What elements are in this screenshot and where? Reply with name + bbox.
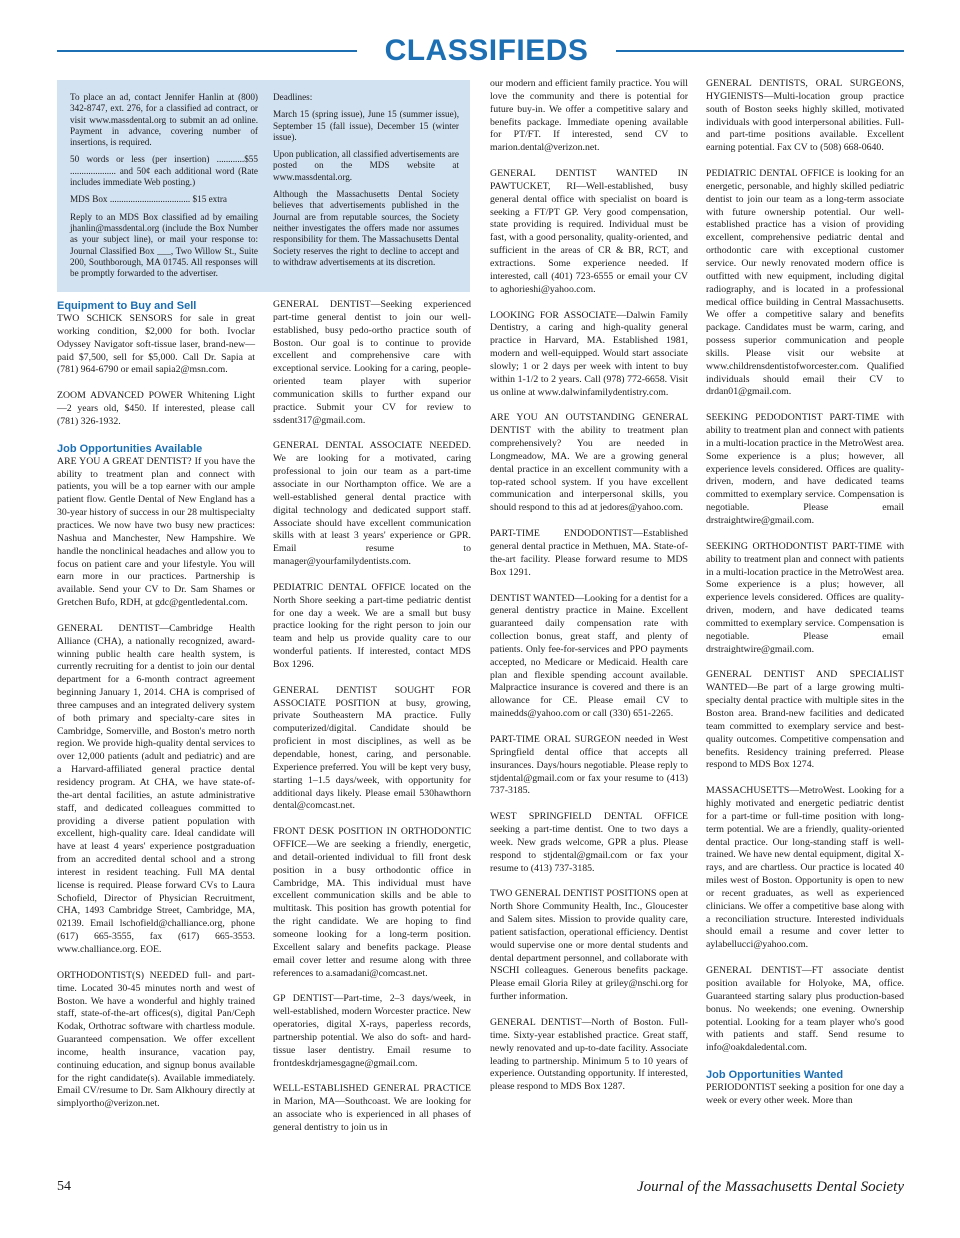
classified-ad: WELL-ESTABLISHED GENERAL PRACTICE in Marion, MA—Southcoast. We are looking for an associate who is experienced in all phases of general dentistry to join us in	[273, 1083, 471, 1133]
classified-ad: ARE YOU AN OUTSTANDING GENERAL DENTIST with the ability to treatment plan comprehensively? You are needed in Longmeadow, MA. We are a growing general dental practice in an excellent community with a top-rated school system. If you have excellent communication and interpersonal skills, you should respond to this ad at jedores@yahoo.com.	[490, 412, 688, 514]
journal-title: Journal of the Massachusetts Dental Society	[636, 1179, 904, 1195]
column-2	[273, 299, 471, 1148]
classified-ad: DENTIST WANTED—Looking for a dentist for a general dentistry practice in Maine. Excellent guaranteed daily compensation rate with collection bonus, great staff, and plenty of patients. Only fee-for-services and PPO payments accepted, no Medicare or Medicaid. Health care plan and flexible spending account available. Malpractice insurance is covered and there is an allowance for CE. Please email CV to mainedds@yahoo.com or call (330) 651-2265.	[490, 592, 688, 720]
classified-ad: GENERAL DENTIST—FT associate dentist position available for Holyoke, MA, office. Guaranteed starting salary plus production-based bonus. No weekends; one evening. Ownership potential. Looking for a team player who's good with patients and staff. Send resume to info@oakdaledental.com.	[706, 965, 904, 1054]
section-heading: Job Opportunities Wanted	[706, 1069, 844, 1082]
classified-ad: GENERAL DENTIST WANTED IN PAWTUCKET, RI—Well-established, busy general dental office with specialist on board is seeking a FT/PT GP. Very good compensation, state providing is required. Individual must be fast, with a good personality, quality-oriented, and sufficient in the areas of CR & BR, RCT, and extractions. Some experience needed. If interested, call (401) 723-6555 or email your CV to aghorieshi@yahoo.com.	[490, 168, 688, 295]
info-paragraph: March 15 (spring issue), June 15 (summer issue), September 15 (fall issue), December 15 (winter issue).	[273, 109, 459, 142]
classified-ad: SEEKING PEDODONTIST PART-TIME with ability to treatment plan and connect with patients in a multi-location practice in the MetroWest area. Some experience is a plus; however, all experience levels considered. Offices are quality-driven, modern, and have dedicated teams committed to exemplary service. Compensation is negotiable. Please email drstraightwire@gmail.com.	[706, 412, 904, 526]
classified-ad: GENERAL DENTIST—Seeking experienced part-time general dentist to join our well-established, busy pedo-ortho practice south of Boston. Our goal is to continue to provide excellent and comprehensive care with exceptional service. Looking for a caring, people-oriented team player with superior communication skills to further expand our practice. Submit your CV for review to ssdent317@gmail.com.	[273, 299, 471, 426]
header-rule-right	[616, 50, 904, 52]
page-number: 54	[57, 1179, 71, 1194]
info-paragraph: Reply to an MDS Box classified ad by emailing jhanlin@massdental.org (include the Box Number as your subject line), or mail your response to: Journal Classified Box ___, Two Willow St., Suite 200, Southborough, MA 01745. All responses will be promptly forwarded to the advertiser.	[70, 211, 258, 279]
section-heading: Equipment to Buy and Sell	[57, 300, 197, 312]
classified-ad: GENERAL DENTISTS, ORAL SURGEONS, HYGIENISTS—Multi-location group practice south of Boston seeks highly skilled, motivated individuals with good interpersonal abilities. Full- and part-time positions available. Excellent earning potential. Fax CV to (508) 668-0640.	[706, 78, 904, 154]
classified-ad: PART-TIME ORAL SURGEON needed in West Springfield dental office that accepts all insurances. Days/hours negotiable. Please reply to stjdental@gmail.com or fax your resume to (413) 737-3185.	[490, 733, 688, 797]
header-rule-left	[57, 50, 357, 52]
classified-ad: PEDIATRIC DENTAL OFFICE is looking for an energetic, personable, and highly skilled pediatric dentist to join our team as a long-term associate with future ownership potential. Our well-established practice has a vision of providing excellent, comprehensive pediatric dental and orthodontic care with exceptional customer service. Our newly renovated modern office is outfitted with new equipment, including digital radiography, and is located in a professional medical office building in Central Massachusetts. We offer a competitive salary and benefits package. Candidates must be warm, caring, and possess superior communication and people skills. Please visit our website at www.childrensdentistofworcester.com. Qualified individuals should email their CV to drdan01@gmail.com.	[706, 168, 904, 398]
info-paragraph: To place an ad, contact Jennifer Hanlin at (800) 342-8747, ext. 276, for a classified ad contract, or visit www.massdental.org to submit an ad online. Payment in advance, covering number of insertions, is required.	[70, 92, 258, 148]
classified-ad: our modern and efficient family practice. You will love the community and there is potential for future buy-in. We offer a competitive salary and benefits package. Immediate opening available for PT/FT. If interested, send CV to marion.dental@verizon.net.	[490, 78, 688, 154]
classified-ad: GENERAL DENTAL ASSOCIATE NEEDED. We are looking for a motivated, caring professional to join our team as a part-time associate in our Northampton office. We are a well-established general dental practice with digital technology and dedicated support staff. Associate should have excellent communication skills with at least 3 years' experience or GPR. Email resume to manager@yourfamilydentists.com.	[273, 440, 471, 568]
classified-ad: ARE YOU A GREAT DENTIST? If you have the ability to treatment plan and connect with patients, you will be a top earner with our ample patient flow. Gentle Dental of New England has a 30-year history of success in our 28 multispecialty practices. We now have two busy new practices: Nashua and Manchester, New Hampshire. We handle the nonclinical headaches and allow you to focus on patient care and your lifestyle. You will earn more in our practices. Partnership is available. Send your CV to Dr. Sam Shames or Gretchen Bufo, RDH, at gdc@gentledental.com.	[57, 455, 255, 609]
classified-ad: ORTHODONTIST(S) NEEDED full- and part-time. Located 30-45 minutes north and west of Boston. We have a wonderful and highly trained staff, state-of-the-art offices(s), digital Pan/Ceph Kodak, Orthotrac software with chartless module. Guaranteed compensation. We offer excellent income, health insurance, vacation pay, continuing education, and signup bonus available for the right candidate(s). Available immediately. Email CV/resume to Dr. Sam Alkhoury directly at simplyortho@verizon.net.	[57, 969, 255, 1110]
classified-ad: FRONT DESK POSITION IN ORTHODONTIC OFFICE—We are seeking a friendly, energetic, and detail-oriented individual to fill front desk position in a busy orthodontic office in Cambridge, MA. This individual must have excellent communication skills and be able to multitask. This position has growth potential for the right candidate. We are hoping to find someone looking for a long-term position. Excellent salary and benefits package. Please email cover letter and resume along with three references to a.samadani@comcast.net.	[273, 826, 471, 979]
column-1	[57, 299, 255, 1124]
classified-ad: SEEKING ORTHODONTIST PART-TIME with ability to treatment plan and connect with patients in a multi-location practice in the MetroWest area. Some experience is a plus; however, all experience levels considered. Offices are quality-driven, modern, and have dedicated teams committed to exemplary service. Compensation is negotiable. Please email drstraightwire@gmail.com.	[706, 540, 904, 655]
classified-ad: GENERAL DENTIST—North of Boston. Full-time. Sixty-year established practice. Great staff, newly renovated and up-to-date facility. Associate leading to partnership. Minimum 5 to 10 years of experience. Outstanding opportunity. If interested, please respond to MDS Box 1287.	[490, 1017, 688, 1093]
classified-ad: PART-TIME ENDODONTIST—Established general dental practice in Methuen, MA. State-of-the-art facility. Please forward resume to MDS Box 1291.	[490, 528, 688, 578]
classified-ad: GENERAL DENTIST SOUGHT FOR ASSOCIATE POSITION at busy, growing, private Southeastern MA practice. Fully computerized/digital. Candidate should be proficient in most disciplines, as well as be dependable, honest, caring, and personable. Experience preferred. You will be kept very busy, starting 1–1.5 days/week, with opportunity for additional days likely. Please email 530hawthorn dental@comcast.net.	[273, 684, 471, 812]
classified-ad: ZOOM ADVANCED POWER Whitening Light—2 years old, $450. If interested, please call (781) 326-1932.	[57, 390, 255, 427]
classified-ad: TWO SCHICK SENSORS for sale in great working condition, $2,000 for both. Ivoclar Odyssey Navigator soft-tissue laser, brand-new—paid $7,500, sell for $5,000. Call Dr. Sapia at (781) 964-6790 or email sapia2@msn.com.	[57, 313, 255, 376]
classified-ad: PERIODONTIST seeking a position for one day a week or every other week. More than	[706, 1082, 904, 1106]
info-paragraph: 50 words or less (per insertion) ............$55 .................... and 50¢ each additional word (Rate includes immediate Web posting.)	[70, 154, 258, 188]
column-4	[706, 78, 904, 1121]
classified-ad: LOOKING FOR ASSOCIATE—Dalwin Family Dentistry, a caring and high-quality general practice in Harvard, MA. Established 1981, modern and well-equipped. Would start associate slowly; 1 or 2 days per week with intent to buy within 1-1/2 to 2 years. Call (978) 772-6658. Visit us online at www.dalwinfamilydentistry.com.	[490, 309, 688, 398]
column-3	[490, 78, 688, 1107]
info-paragraph: Upon publication, all classified advertisements are posted on the MDS website at www.massdental.org.	[273, 149, 459, 182]
ad-info-placement	[70, 92, 258, 285]
classified-ad: GENERAL DENTIST AND SPECIALIST WANTED—Be part of a large growing multi-specialty dental practice with multiple sites in the Boston area. Brand-new facilities and dedicated team committed to exemplary service and best-quality outcomes. Competitive compensation and benefits. Residency training preferred. Please respond to MDS Box 1274.	[706, 669, 904, 771]
info-paragraph: Although the Massachusetts Dental Society believes that advertisements published in the Journal are from reputable sources, the Society neither investigates the offers made nor assumes responsibility for them. The Massachusetts Dental Society reserves the right to decline to accept and to withdraw advertisements at its discretion.	[273, 189, 459, 267]
info-paragraph: Deadlines:	[273, 92, 313, 102]
classified-ad: WEST SPRINGFIELD DENTAL OFFICE seeking a part-time dentist. One to two days a week. New grads welcome, GPR a plus. Please respond to stjdental@gmail.com or fax your resume to (413) 737-3185.	[490, 811, 688, 874]
section-title: CLASSIFIEDS	[384, 34, 589, 67]
page-footer	[57, 1179, 904, 1199]
section-heading: Job Opportunities Available	[57, 442, 203, 455]
classified-ad: TWO GENERAL DENTIST POSITIONS open at North Shore Community Health, Inc., Gloucester and Salem sites. Mission to provide quality care, patient satisfaction, operational efficiency. Dentist would supervise one or more dental students and dental department personnel, and collaborate with NSCHI colleagues. Generous benefits package. Please email Gloria Riley at griley@nschi.org for further information.	[490, 888, 688, 1003]
section-header	[57, 34, 904, 70]
info-paragraph: MDS Box ................................... $15 extra	[70, 194, 227, 205]
classified-ad: PEDIATRIC DENTAL OFFICE located on the North Shore seeking a part-time pediatric dentist for one day a week. We are a small but busy practice looking for the right person to join our team and help us provide quality care to our wonderful patients. If interested, contact MDS Box 1296.	[273, 581, 471, 670]
classified-ad: GP DENTIST—Part-time, 2–3 days/week, in well-established, modern Worcester practice. New operatories, digital X-rays, paperless records, partnership potential. We also do soft- and hard-tissue laser dentistry. Email resume to frontdeskdrjamesgagne@gmail.com.	[273, 993, 471, 1069]
ad-info-box	[57, 80, 470, 292]
classified-ad: MASSACHUSETTS—MetroWest. Looking for a highly motivated and energetic pediatric dentist for a part-time or full-time position with long-term potential. We are a friendly, quality-oriented dental practice. Our long-standing staff is well-trained. We have new dental equipment, digital X-rays, and are chartless. Our practice is located 40 miles west of Boston. Opportunity is open to new or recent graduates, as well as experienced clinicians. We offer a competitive base along with a reconciliation structure. Interested individuals should email a resume and cover letter to aylabellucci@yahoo.com.	[706, 785, 904, 951]
classified-ad: GENERAL DENTIST—Cambridge Health Alliance (CHA), a nationally recognized, award-winning public health care health system, is currently recruiting for a dentist to join our dental department for a 6-month contract agreement beginning January 1, 2014. CHA is comprised of three campuses and an integrated delivery system of both primary and specialty-care sites in Cambridge, Somerville, and Boston's metro north region. We provide high-quality dental services to over 12,000 patients (adult and pediatric) and are a Harvard-affiliated general practice dental residency program. At CHA, we have state-of-the-art dental facilities, an astute administrative staff, and dedicated colleagues committed to providing a diverse patient population with excellent, high-quality care. Ideal candidate will have at least 4 years' experience postgraduation from an accredited dental school and a strong interest in resident teaching. Full MA dental license is required. Please forward CVs to Laura Schofield, Director of Physician Recruitment, CHA, 1493 Cambridge Street, Cambridge, MA, 02139. Email lschofield@challiance.org, phone (617) 665-3555, fax (617) 665-3553. www.challiance.org. EOE.	[57, 622, 255, 955]
ad-info-deadlines	[273, 92, 459, 274]
